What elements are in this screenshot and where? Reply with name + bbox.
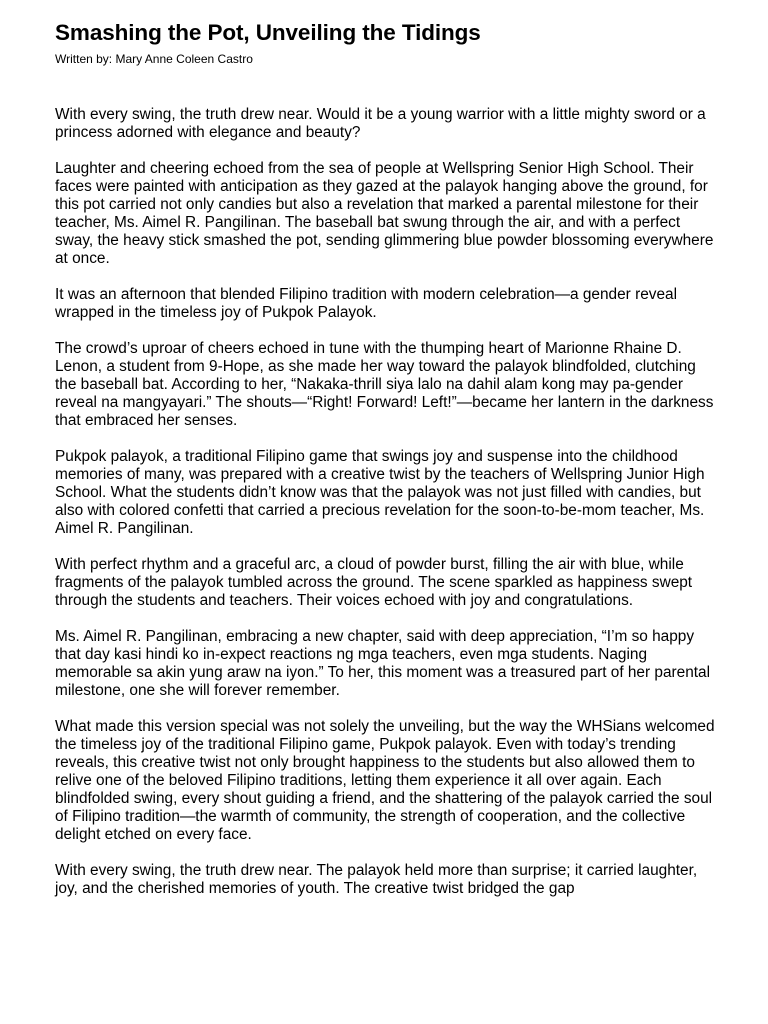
paragraph: The crowd’s uproar of cheers echoed in tune with the thumping heart of Marionne Rhaine D. Lenon, a student from 9-Hope, as she made her way toward the palayok blindfolded, clutching the baseball bat. According to her, “Nakaka-thrill siya lalo na dahil alam kong may pa-gender reveal na mangyayari.” The shouts—“Right! Forward! Left!”—became her lantern in the darkness that embraced her senses. xyxy=(55,340,714,429)
article-title: Smashing the Pot, Unveiling the Tidings xyxy=(55,20,481,45)
paragraph: It was an afternoon that blended Filipino tradition with modern celebration—a gender reveal wrapped in the timeless joy of Pukpok Palayok. xyxy=(55,286,677,321)
paragraph: Laughter and cheering echoed from the sea of people at Wellspring Senior High School. Their faces were painted with anticipation as they gazed at the palayok hanging above the ground, for this pot carried not only candies but also a revelation that marked a parental milestone for their teacher, Ms. Aimel R. Pangilinan. The baseball bat swung through the air, and with a perfect sway, the heavy stick smashed the pot, sending glimmering blue powder blossoming everywhere at once. xyxy=(55,160,714,267)
paragraph: Pukpok palayok, a traditional Filipino game that swings joy and suspense into the childhood memories of many, was prepared with a creative twist by the teachers of Wellspring Junior High School. What the students didn’t know was that the palayok was not just filled with candies, but also with colored confetti that carried a precious revelation for the soon-to-be-mom teacher, Ms. Aimel R. Pangilinan. xyxy=(55,448,705,537)
paragraph: With perfect rhythm and a graceful arc, a cloud of powder burst, filling the air with blue, while fragments of the palayok tumbled across the ground. The scene sparkled as happiness swept through the students and teachers. Their voices echoed with joy and congratulations. xyxy=(55,556,693,609)
paragraph: What made this version special was not solely the unveiling, but the way the WHSians welcomed the timeless joy of the traditional Filipino game, Pukpok palayok. Even with today’s trending reveals, this creative twist not only brought happiness to the students but also allowed them to relive one of the beloved Filipino traditions, letting them experience it all over again. Each blindfolded swing, every shout guiding a friend, and the shattering of the palayok carried the soul of Filipino tradition—the warmth of community, the strength of cooperation, and the collective delight etched on every face. xyxy=(55,718,715,843)
paragraph: Ms. Aimel R. Pangilinan, embracing a new chapter, said with deep appreciation, “I’m so happy that day kasi hindi ko in-expect reactions ng mga teachers, even mga students. Naging memorable sa akin yung araw na iyon.” To her, this moment was a treasured part of her parental milestone, one she will forever remember. xyxy=(55,628,711,699)
paragraph: With every swing, the truth drew near. The palayok held more than surprise; it carried laughter, joy, and the cherished memories of youth. The creative twist bridged the gap xyxy=(55,862,698,897)
author-byline: Written by: Mary Anne Coleen Castro xyxy=(55,52,253,66)
article-body xyxy=(55,106,715,898)
paragraph: With every swing, the truth drew near. Would it be a young warrior with a little mighty sword or a princess adorned with elegance and beauty? xyxy=(55,106,706,141)
